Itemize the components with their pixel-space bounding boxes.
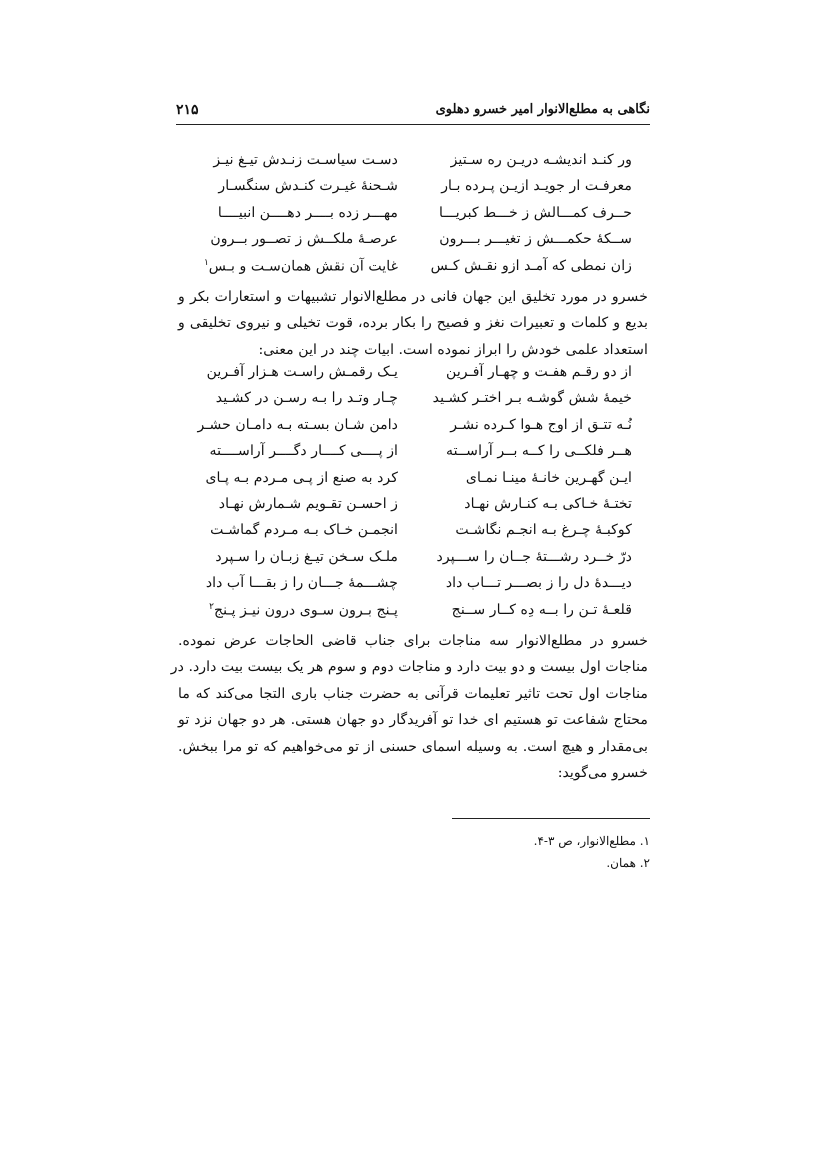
hemistich-second: مهـــر زده بــــر دهــــن انبیــــا xyxy=(217,204,398,221)
hemistich-text: غایت آن نقش همان‌سـت و بـس xyxy=(208,258,398,275)
hemistich-first: قلعـهٔ تـن را بــه دِه کــار ســنج xyxy=(451,601,632,618)
paragraph-line: استعداد علمی خودش را ابراز نموده است. ابیات چند در این معنی: xyxy=(258,341,648,358)
couplet xyxy=(200,231,632,257)
hemistich-second: شـحنهٔ غیـرت کنـدش سنگسـار xyxy=(218,178,398,195)
hemistich-first: حــرف کمـــالش ز خـــط کبریـــا xyxy=(439,204,632,221)
footnote-marker: ۱ xyxy=(203,257,209,268)
hemistich-first: دیـــدهٔ دل را ز بصـــر تـــاب داد xyxy=(445,575,632,592)
paragraph-line: خسرو در مطلع‌الانوار سه مناجات برای جناب قاضی الحاجات عرض نموده. xyxy=(178,633,648,649)
hemistich-second: چشـــمهٔ جـــان را ز بقـــا آب داد xyxy=(205,575,398,592)
hemistich-first: خیمهٔ شش گوشـه بـر اختـر کشـید xyxy=(432,390,632,407)
paragraph-line: خسرو می‌گوید: xyxy=(557,765,648,782)
hemistich-second: یـک رقمـش راسـت هـزار آفـرین xyxy=(206,364,398,380)
poem-block-1 xyxy=(200,152,632,284)
footnotes xyxy=(450,830,650,874)
hemistich-second: چـار وتـد را بـه رسـن در کشـید xyxy=(215,390,398,407)
paragraph-line: محتاج شفاعت تو هستیم ای خدا تو آفریدگار دو جهان هستی. هر دو جهان نزد تو xyxy=(178,712,648,729)
hemistich-second: دامن شـان بسـته بـه دامـان حشـر xyxy=(197,416,398,433)
hemistich-text: پـنج بـرون سـوی درون نیـز پـنج xyxy=(214,602,398,619)
page-header xyxy=(176,102,650,125)
couplet xyxy=(200,258,632,284)
paragraph-line: مناجات اول بیست و دو بیت دارد و مناجات دوم و سوم هر یک بیست بیت دارد. در xyxy=(170,659,648,676)
couplet xyxy=(200,470,632,496)
couplet xyxy=(200,178,632,204)
poem-block-2 xyxy=(197,364,632,628)
couplet xyxy=(200,522,632,548)
hemistich-first: هــر فلکــی را کــه بــر آراســته xyxy=(445,443,632,460)
hemistich-first: ایـن گهـرین خانـهٔ مینـا نمـای xyxy=(465,469,632,486)
running-title: نگاهی به مطلع‌الانوار امیر خسرو دهلوی xyxy=(435,102,650,117)
page-number: ۲۱۵ xyxy=(176,102,199,118)
couplet xyxy=(200,496,632,522)
hemistich-first: نُـه تتـق از اوج هـوا کـرده نشـر xyxy=(450,416,632,433)
hemistich-first: ور کنـد اندیشـه دریـن ره سـتیز xyxy=(450,152,632,168)
hemistich-second: ز احسـن تقـویم شـمارش نهـاد xyxy=(218,495,398,512)
paragraph-line: بدیع و کلمات و تعبیرات نغز و فصیح را بکار برده، قوت تخیلی و نیروی تخلیقی و xyxy=(178,315,648,332)
paragraph-1 xyxy=(178,284,648,363)
hemistich-first: از دو رقـم هفـت و چهـار آفـرین xyxy=(446,364,632,380)
paragraph-2 xyxy=(170,628,648,786)
hemistich-second: عرصـهٔ ملکــش ز تصــور بــرون xyxy=(210,231,398,248)
footnote: ۱. مطلع‌الانوار، ص ۳-۴. xyxy=(533,834,650,848)
couplet xyxy=(200,364,632,390)
hemistich-first: ســکهٔ حکمـــش ز تغیـــر بـــرون xyxy=(439,231,632,248)
hemistich-first: تختـهٔ خـاکی بـه کنـارش نهـاد xyxy=(464,495,632,512)
hemistich-second: انجمـن خـاک بـه مـردم گماشـت xyxy=(210,522,398,539)
footnote: ۲. همان. xyxy=(606,856,650,870)
couplet xyxy=(200,602,632,628)
hemistich-first: درّ خــرد رشـــتهٔ جــان را ســـپرد xyxy=(436,548,632,565)
hemistich-second: ملـک سـخن تیـغ زبـان را سـپرد xyxy=(215,548,398,565)
paragraph-line: خسرو در مورد تخلیق این جهان فانی در مطلع‌الانوار تشبیهات و استعارات بکر و xyxy=(178,289,648,305)
couplet xyxy=(200,152,632,178)
hemistich-second xyxy=(188,258,398,275)
couplet xyxy=(200,575,632,601)
couplet xyxy=(200,390,632,416)
hemistich-first: زان نمطی که آمـد ازو نقـش کـس xyxy=(430,257,632,274)
hemistich-first: کوکبـهٔ چـرغ بـه انجـم نگاشـت xyxy=(455,522,632,539)
hemistich-second xyxy=(188,602,398,619)
hemistich-second: از پــــی کــــار دگــــر آراســــته xyxy=(209,443,398,460)
couplet xyxy=(200,205,632,231)
paragraph-line: مناجات اول تحت تاثیر تعلیمات قرآنی به حضرت جناب باری التجا می‌کند که ما xyxy=(178,685,648,702)
hemistich-second: کرد به صنع از پـی مـردم بـه پـای xyxy=(205,469,398,486)
footnote-divider xyxy=(452,818,650,819)
couplet xyxy=(200,549,632,575)
footnote-marker: ۲ xyxy=(209,601,215,612)
couplet xyxy=(197,416,632,443)
hemistich-second: دسـت سیاسـت زنـدش تیـغ نیـز xyxy=(213,152,398,168)
couplet xyxy=(200,443,632,469)
paragraph-line: بی‌مقدار و هیچ است. به وسیله اسمای حسنی از تو می‌خواهیم که تو مرا ببخش. xyxy=(178,738,648,755)
hemistich-first: معرفـت ار جویـد ازیـن پـرده بـار xyxy=(441,178,632,195)
